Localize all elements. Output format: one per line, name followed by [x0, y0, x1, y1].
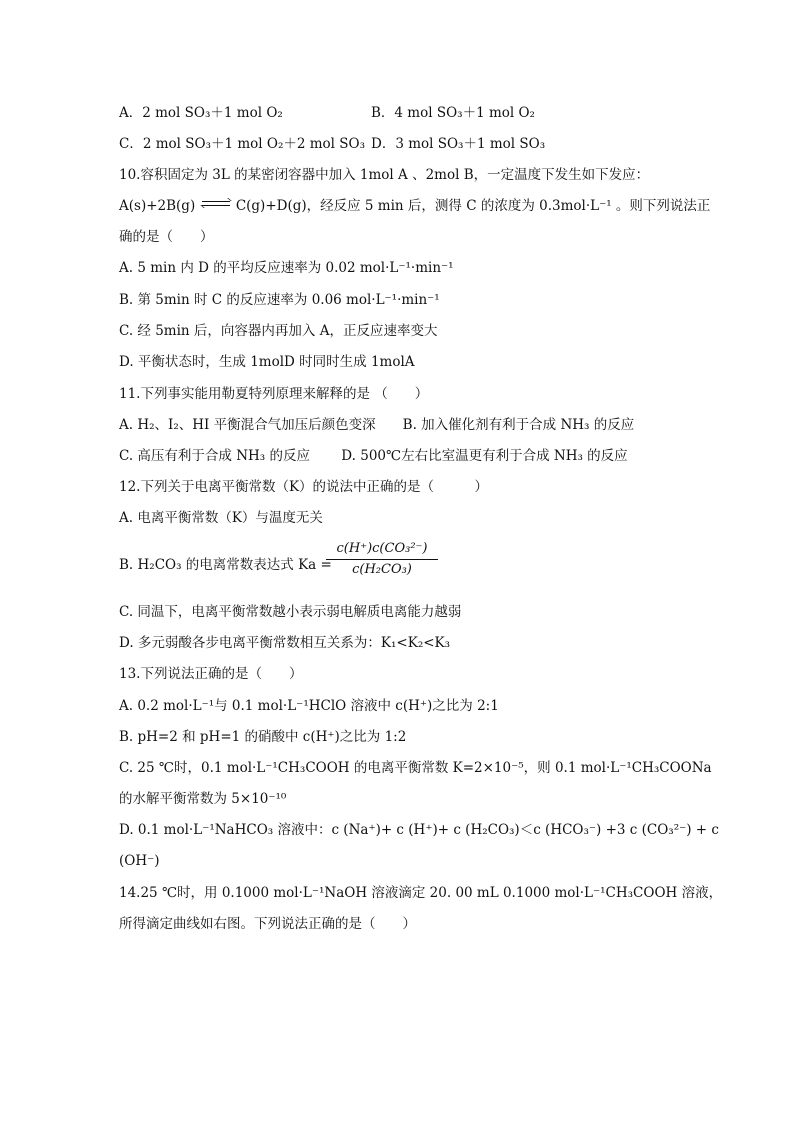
option-10b: B. 第 5min 时 C 的反应速率为 0.06 mol·L⁻¹·min⁻¹: [119, 292, 440, 308]
option-13c-line1: C. 25 ℃时，0.1 mol·L⁻¹CH₃COOH 的电离平衡常数 K=2×10⁻⁵，则 0.1 mol·L⁻¹CH₃COONa: [119, 760, 712, 776]
question-10-stem-end: 确的是（ ）: [119, 229, 214, 245]
option-13d-line2: (OH⁻): [119, 853, 160, 869]
option-11cd: C. 高压有利于合成 NH₃ 的反应 D. 500℃左右比室温更有利于合成 NH₃ 的反应: [119, 448, 628, 464]
option-9b: B．4 mol SO₃＋1 mol O₂: [371, 105, 535, 121]
question-10-stem: 10.容积固定为 3L 的某密闭容器中加入 1mol A 、2mol B，一定温度下发生如下发应：: [119, 167, 650, 183]
equilibrium-arrow-icon: [202, 199, 230, 209]
fraction-denominator: c(H₂CO₃): [352, 562, 412, 577]
option-10c: C. 经 5min 后，向容器内再加入 A，正反应速率变大: [119, 323, 438, 339]
option-13c-line2: 的水解平衡常数为 5×10⁻¹⁰: [119, 791, 287, 807]
question-12-stem: 12.下列关于电离平衡常数（K）的说法中正确的是（ ）: [119, 479, 489, 495]
option-10d: D. 平衡状态时，生成 1molD 时同时生成 1molA: [119, 354, 415, 370]
ka-fraction: [326, 540, 438, 579]
option-13a: A. 0.2 mol·L⁻¹与 0.1 mol·L⁻¹HClO 溶液中 c(H⁺)之比为 2:1: [119, 698, 499, 714]
option-13d-line1: D. 0.1 mol·L⁻¹NaHCO₃ 溶液中：c (Na⁺)+ c (H⁺)+ c (H₂CO₃)＜c (HCO₃⁻) +3 c (CO₃²⁻) + c: [119, 822, 719, 838]
fraction-numerator: c(H⁺)c(CO₃²⁻): [336, 541, 428, 556]
question-14-stem: 14.25 ℃时，用 0.1000 mol·L⁻¹NaOH 溶液滴定 20. 00 mL 0.1000 mol·L⁻¹CH₃COOH 溶液，: [119, 885, 723, 901]
option-9d: D．3 mol SO₃＋1 mol SO₃: [371, 136, 546, 152]
option-11ab: A. H₂、I₂、HI 平衡混合气加压后颜色变深 B. 加入催化剂有利于合成 NH₃ 的反应: [119, 417, 635, 433]
option-12a: A. 电离平衡常数（K）与温度无关: [119, 510, 323, 526]
option-12c: C. 同温下，电离平衡常数越小表示弱电解质电离能力越弱: [119, 604, 462, 620]
question-13-stem: 13.下列说法正确的是（ ）: [119, 666, 303, 682]
question-14-stem-end: 所得滴定曲线如右图。下列说法正确的是（ ）: [119, 916, 416, 932]
option-13b: B. pH=2 和 pH=1 的硝酸中 c(H⁺)之比为 1:2: [119, 729, 407, 745]
equation-left: A(s)+2B(g): [119, 198, 196, 214]
option-9a: A．2 mol SO₃＋1 mol O₂: [119, 105, 283, 121]
option-12b: B. H₂CO₃ 的电离常数表达式 Ka =: [119, 557, 332, 573]
option-12d: D. 多元弱酸各步电离平衡常数相互关系为：K₁<K₂<K₃: [119, 635, 451, 651]
option-9c: C．2 mol SO₃＋1 mol O₂＋2 mol SO₃: [119, 136, 366, 152]
option-10a: A. 5 min 内 D 的平均反应速率为 0.02 mol·L⁻¹·min⁻¹: [119, 260, 454, 276]
question-11-stem: 11.下列事实能用勒夏特列原理来解释的是 （ ）: [119, 386, 429, 402]
fraction-bar: [326, 559, 438, 560]
equation-right: C(g)+D(g)，经反应 5 min 后，测得 C 的浓度为 0.3mol·L⁻¹ 。则下列说法正: [235, 198, 711, 214]
question-10-equation: [119, 197, 710, 215]
